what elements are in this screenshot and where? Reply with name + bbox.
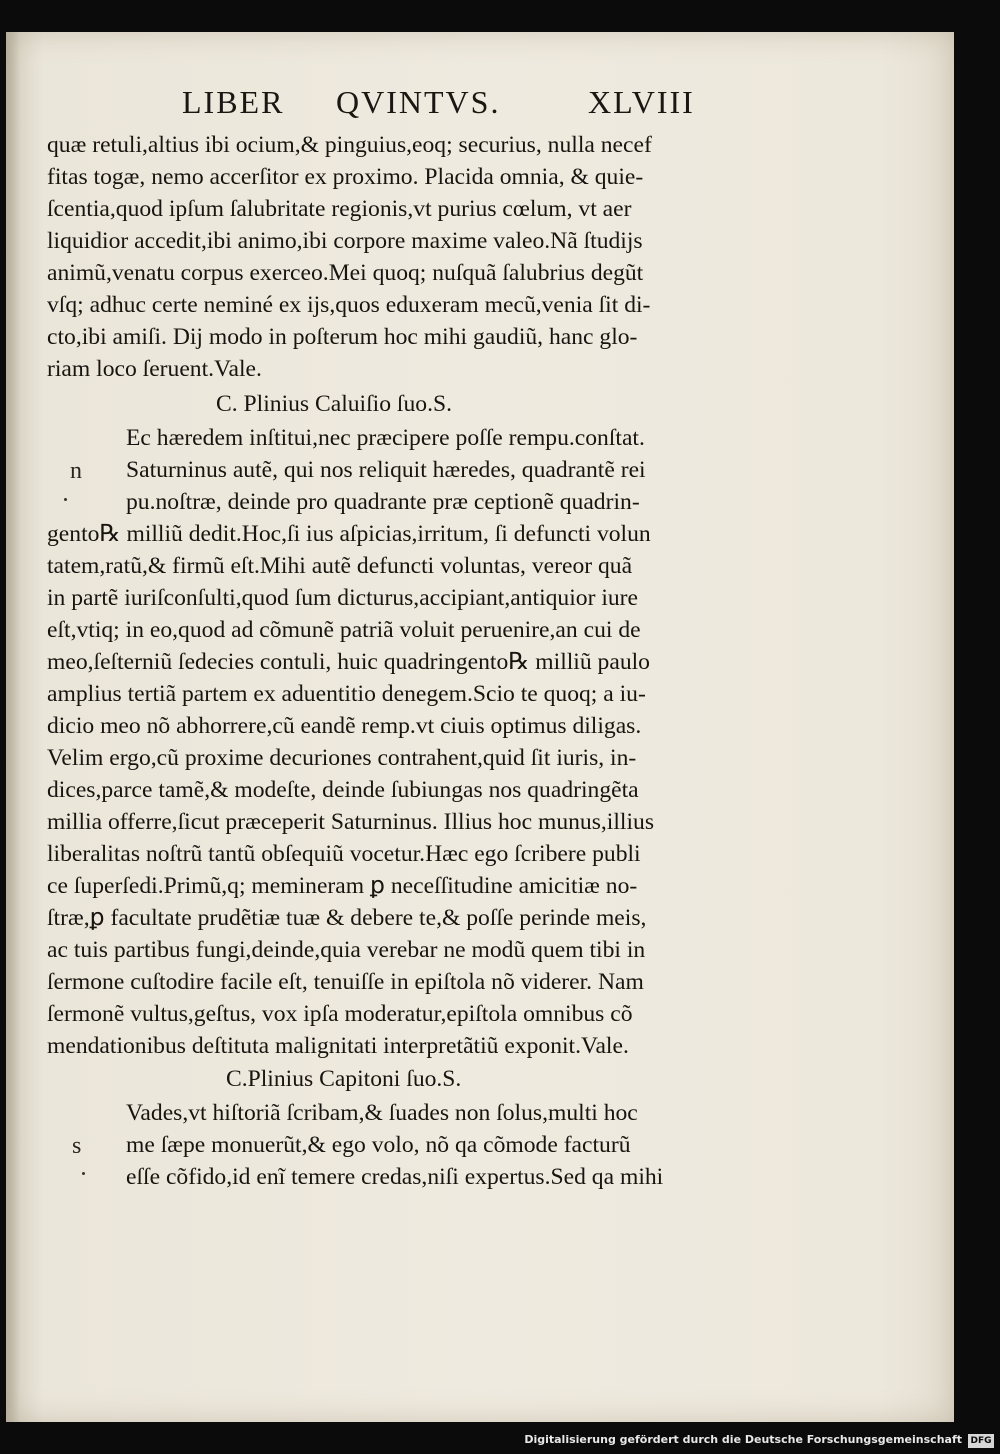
text-line: dicio meo nõ abhorrere,cũ eandẽ remp.vt ciuis optimus diligas.	[47, 713, 642, 739]
running-head-center: QVINTVS.	[336, 84, 501, 120]
book-page	[6, 32, 954, 1422]
marginal-letter-s: s	[72, 1133, 82, 1159]
folio-number: XLVIII	[588, 84, 695, 120]
dfg-logo: DFG	[968, 1434, 994, 1448]
text-line: Saturninus autẽ, qui nos reliquit hæredes, quadrantẽ rei	[126, 457, 646, 483]
text-line: liquidior accedit,ibi animo,ibi corpore maxime valeo.Nã ſtudijs	[47, 228, 643, 254]
letter-heading: C. Plinius Caluiſio ſuo.S.	[216, 391, 452, 417]
text-line: gento℞ milliũ dedit.Hoc,ſi ius aſpicias,irritum, ſi defuncti volun	[47, 521, 651, 547]
running-head-left: LIBER	[182, 84, 285, 120]
text-line: me ſæpe monuerũt,& ego volo, nõ qa cõmode facturũ	[126, 1132, 631, 1158]
text-line: amplius tertiã partem ex aduentitio denegem.Scio te quoq; a iu-	[47, 681, 646, 707]
marginal-dot	[64, 498, 67, 501]
text-line: ſcentia,quod ipſum ſalubritate regionis,vt purius cœlum, vt aer	[47, 196, 632, 222]
text-line: millia offerre,ſicut præceperit Saturninus. Illius hoc munus,illius	[47, 809, 654, 835]
text-line: ac tuis partibus fungi,deinde,quia verebar ne modũ quem tibi in	[47, 937, 646, 963]
text-line: mendationibus deſtituta malignitati interpretãtiũ exponit.Vale.	[47, 1033, 629, 1059]
marginal-letter-n: n	[70, 458, 82, 484]
digitization-credit: Digitalisierung gefördert durch die Deutsche Forschungsgemeinschaft	[524, 1433, 962, 1446]
text-line: ce ſuperſedi.Primũ,q; memineram ꝑ neceſſitudine amicitiæ no-	[47, 873, 638, 899]
text-line: ſtræ,ꝑ facultate prudẽtiæ tuæ & debere te,& poſſe perinde meis,	[47, 905, 647, 931]
text-line: eſſe cõfido,id enĩ temere credas,niſi expertus.Sed qa mihi	[126, 1164, 664, 1190]
text-line: ſermone cuſtodire facile eſt, tenuiſſe in epiſtola nõ viderer. Nam	[47, 969, 644, 995]
text-line: tatem,ratũ,& firmũ eſt.Mihi autẽ defuncti voluntas, vereor quã	[47, 553, 633, 579]
text-line: eſt,vtiq; in eo,quod ad cõmunẽ patriã voluit peruenire,an cui de	[47, 617, 641, 643]
text-line: fitas togæ, nemo accerſitor ex proximo. Placida omnia, & quie-	[47, 164, 644, 190]
text-line: quæ retuli,altius ibi ocium,& pinguius,eoq; securius, nulla necef	[47, 132, 652, 158]
text-line: riam loco ſeruent.Vale.	[47, 356, 262, 382]
letter-heading: C.Plinius Capitoni ſuo.S.	[226, 1066, 462, 1092]
text-line: Ec hæredem inſtitui,nec præcipere poſſe rempu.conſtat.	[126, 425, 645, 451]
text-line: Velim ergo,cũ proxime decuriones contrahent,quid ſit iuris, in-	[47, 745, 637, 771]
text-line: ſermonẽ vultus,geſtus, vox ipſa moderatur,epiſtola omnibus cõ	[47, 1001, 633, 1027]
marginal-dot	[82, 1172, 85, 1175]
text-line: liberalitas noſtrũ tantũ obſequiũ vocetur.Hæc ego ſcribere publi	[47, 841, 641, 867]
text-line: Vades,vt hiſtoriã ſcribam,& ſuades non ſolus,multi hoc	[126, 1100, 638, 1126]
text-line: vſq; adhuc certe neminé ex ijs,quos eduxeram mecũ,venia ſit di-	[47, 292, 651, 318]
running-head	[6, 84, 954, 124]
text-line: dices,parce tamẽ,& modeſte, deinde ſubiungas nos quadringẽta	[47, 777, 639, 803]
text-line: cto,ibi amiſi. Dij modo in poſterum hoc mihi gaudiũ, hanc glo-	[47, 324, 638, 350]
text-line: animũ,venatu corpus exerceo.Mei quoq; nuſquã ſalubrius degũt	[47, 260, 644, 286]
text-line: in partẽ iuriſconſulti,quod ſum dicturus,accipiant,antiquior iure	[47, 585, 639, 611]
text-line: pu.noſtræ, deinde pro quadrante præ ceptionẽ quadrin-	[126, 489, 640, 515]
text-line: meo,ſeſterniũ ſedecies contuli, huic quadringento℞ milliũ paulo	[47, 649, 650, 675]
